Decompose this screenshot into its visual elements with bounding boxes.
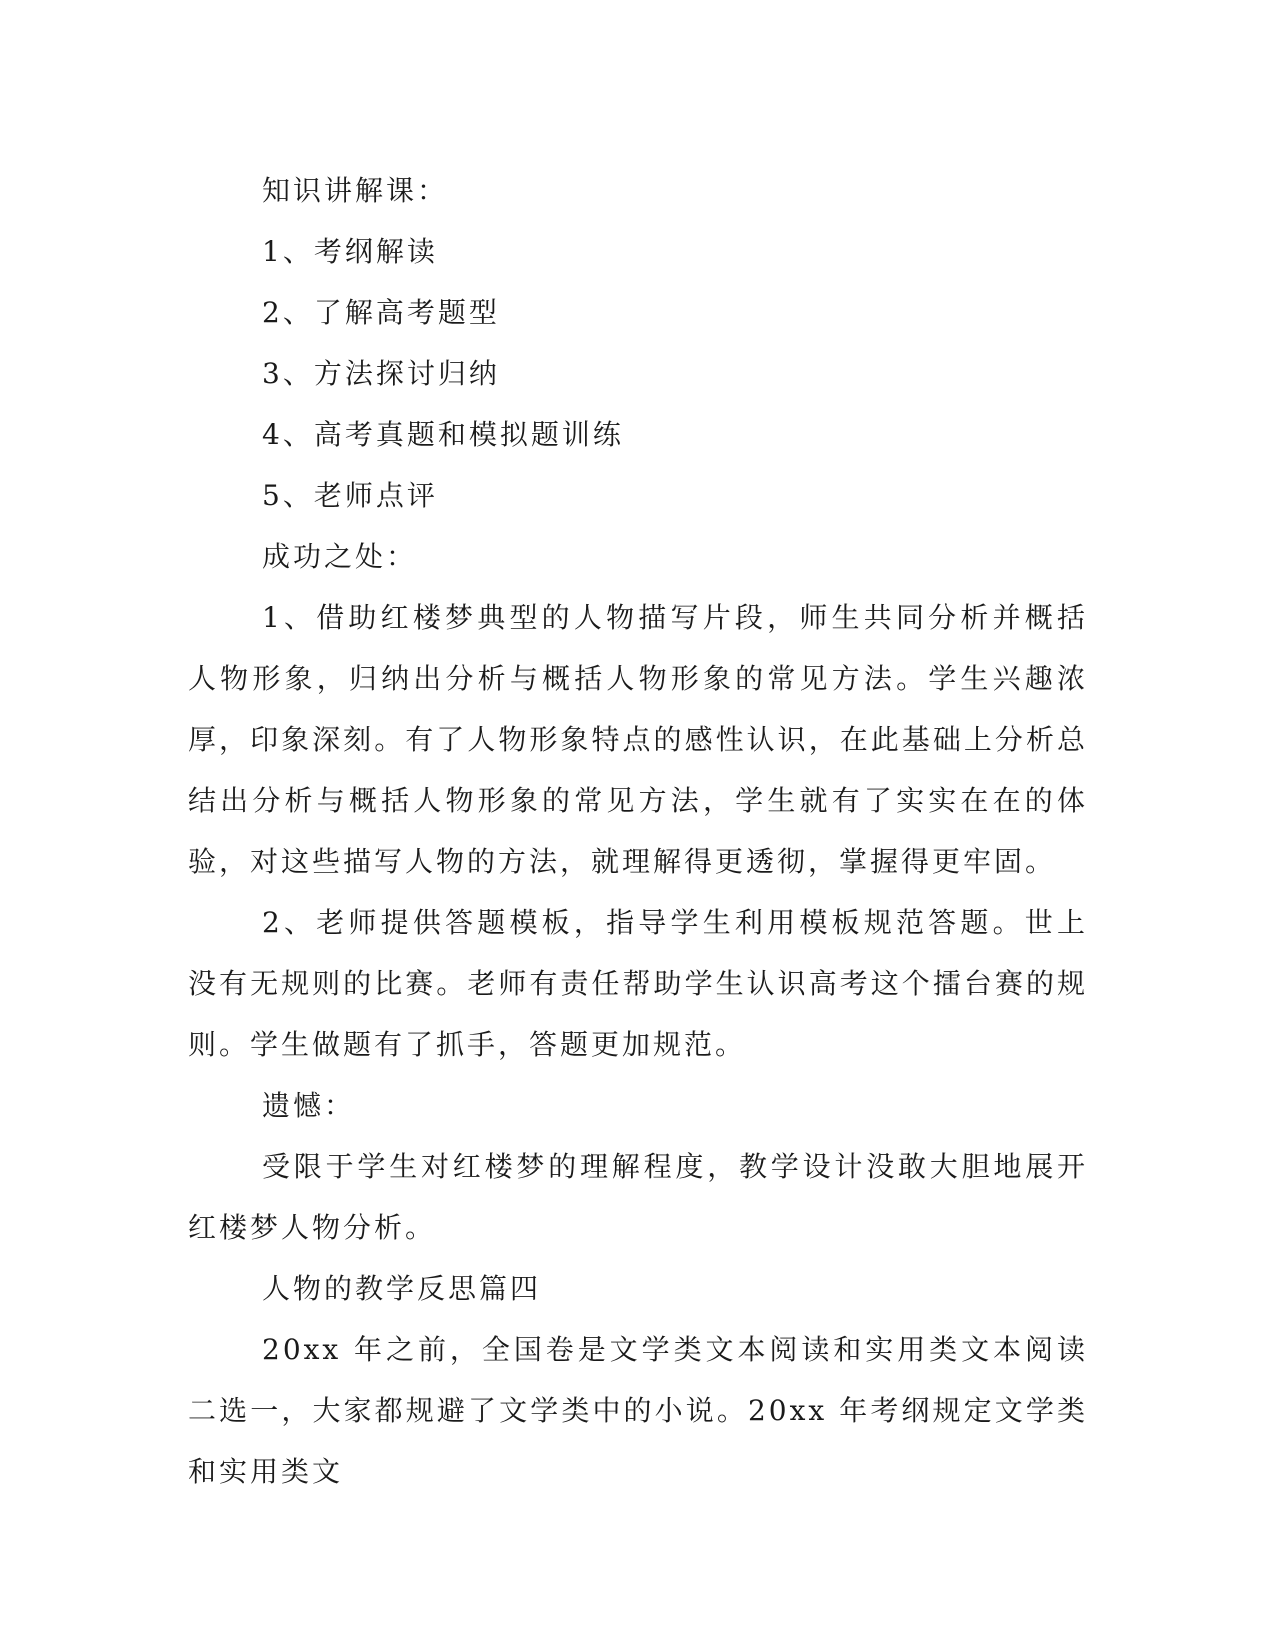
section-heading-successes: 成功之处：	[262, 540, 418, 573]
section-heading-lecture: 知识讲解课：	[262, 174, 449, 207]
section-heading-regrets: 遗憾：	[262, 1089, 356, 1122]
section-title: 人物的教学反思篇四	[262, 1272, 542, 1305]
body-paragraph: 20xx 年之前，全国卷是文学类文本阅读和实用类文本阅读二选一，大家都规避了文学类中的小说。20xx 年考纲规定文学类和实用类文	[188, 1333, 1088, 1488]
list-item: 1、考纲解读	[262, 235, 438, 268]
list-item: 4、高考真题和模拟题训练	[262, 418, 624, 451]
document-body	[188, 160, 1088, 1502]
list-item: 2、了解高考题型	[262, 296, 500, 329]
list-item: 5、老师点评	[262, 479, 438, 512]
body-paragraph: 受限于学生对红楼梦的理解程度，教学设计没敢大胆地展开红楼梦人物分析。	[188, 1150, 1088, 1244]
body-paragraph: 2、老师提供答题模板，指导学生利用模板规范答题。世上没有无规则的比赛。老师有责任帮助学生认识高考这个擂台赛的规则。学生做题有了抓手，答题更加规范。	[188, 906, 1088, 1061]
list-item: 3、方法探讨归纳	[262, 357, 500, 390]
body-paragraph: 1、借助红楼梦典型的人物描写片段，师生共同分析并概括人物形象，归纳出分析与概括人物形象的常见方法。学生兴趣浓厚，印象深刻。有了人物形象特点的感性认识，在此基础上分析总结出分析与概括人物形象的常见方法，学生就有了实实在在的体验，对这些描写人物的方法，就理解得更透彻，掌握得更牢固。	[188, 601, 1088, 878]
